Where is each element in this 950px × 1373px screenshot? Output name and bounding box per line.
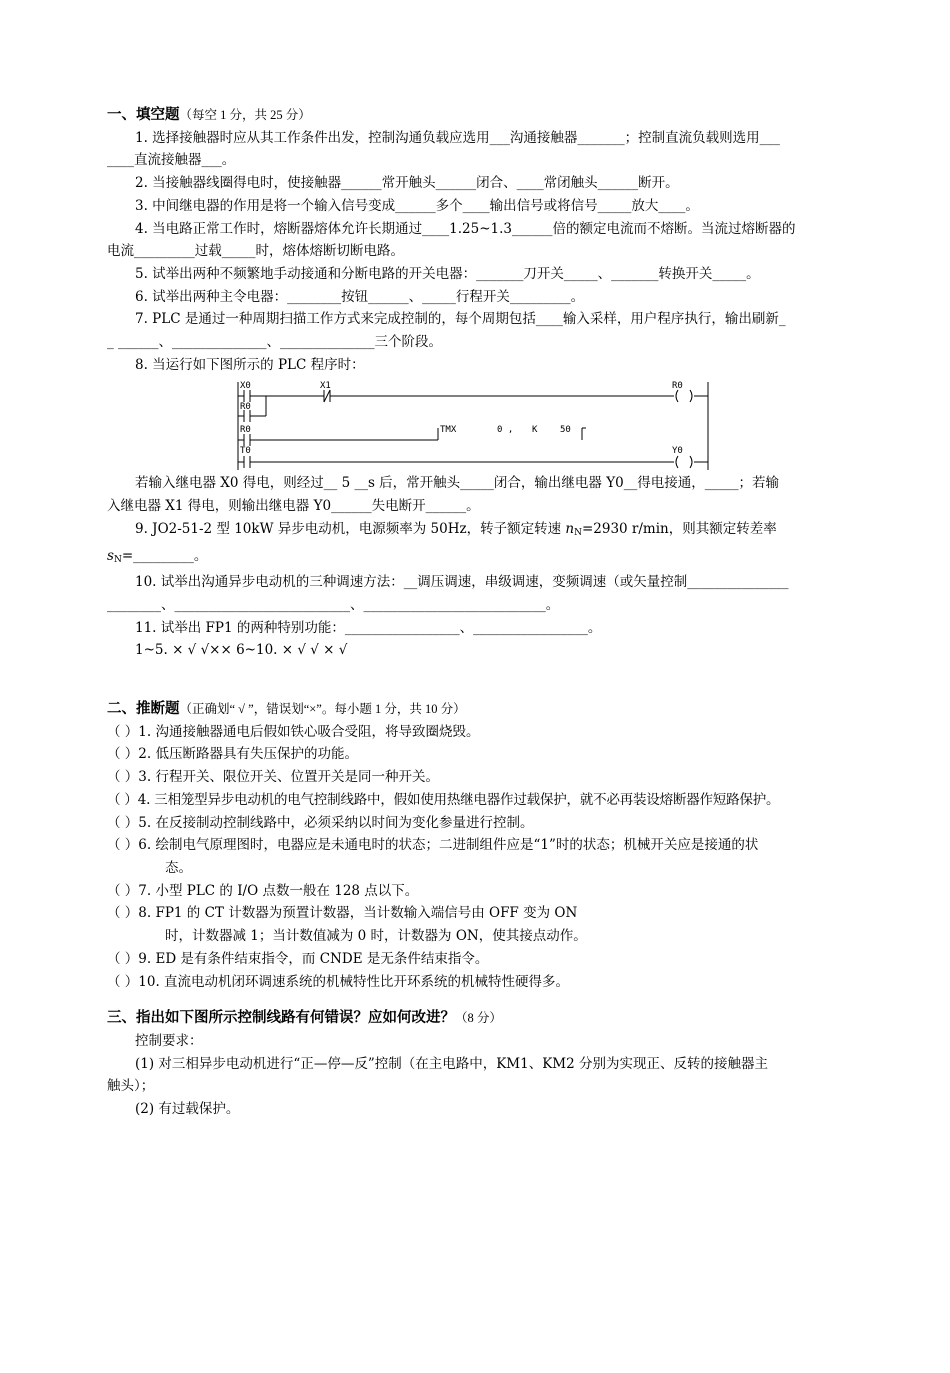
q9-s-sub: N xyxy=(113,554,122,565)
exam-page xyxy=(107,104,852,1121)
question-6: 6. 试举出两种主令电器：________按钮______、_____行程开关_________。 xyxy=(135,288,585,305)
section-1-heading xyxy=(107,104,852,127)
contact-t0-label: T0 xyxy=(240,446,251,457)
list-item: （ ）6. 绘制电气原理图时，电器应是未通电时的状态；二进制组件应是“1”时的状态；机械开关应是接通的状 xyxy=(107,837,759,854)
question-4: 4. 当电路正常工作时，熔断器熔体允许长期通过____1.25~1.3______倍的额定电流而不熔断。当流过熔断器的 xyxy=(135,220,796,237)
list-item: （ ）7. 小型 PLC 的 I/O 点数一般在 128 点以下。 xyxy=(107,882,419,899)
coil-y0-label: Y0 xyxy=(672,446,683,457)
timer-tmx-label: TMX xyxy=(440,425,457,436)
question-4-cont: 电流_________过载_____时，熔体熔断切断电路。 xyxy=(107,243,404,260)
contact-r0-label-2: R0 xyxy=(240,425,251,436)
list-item: （ ）10. 直流电动机闭环调速系统的机械特性比开环系统的机械特性硬得多。 xyxy=(107,973,570,990)
question-10: 10. 试举出沟通异步电动机的三种调速方法：__调压调速，串级调速，变频调速（或矢量控制_______________ xyxy=(135,574,789,591)
contact-x0-label: X0 xyxy=(240,381,251,392)
q9-blank: =_________。 xyxy=(121,547,208,564)
question-8-answer-cont: 入继电器 X1 得电，则输出继电器 Y0______失电断开______。 xyxy=(107,498,480,515)
question-9 xyxy=(107,518,852,545)
contact-x1-label: X1 xyxy=(320,381,331,392)
list-item: （ ）4. 三相笼型异步电动机的电气控制线路中，假如使用热继电器作过载保护，就不必再装设熔断器作短路保护。 xyxy=(107,791,780,808)
section-note: （正确划“ √ ”，错误划“×”。每小题 1 分，共 10 分） xyxy=(179,702,466,717)
section-note: （每空 1 分，共 25 分） xyxy=(179,108,311,122)
list-item: （ ）8. FP1 的 CT 计数器为预置计数器，当计数输入端信号由 OFF 变为 ON xyxy=(107,905,578,922)
question-7-cont: _ ______、______________、______________三个阶段。 xyxy=(107,334,443,351)
timer-k-label: K xyxy=(532,425,538,436)
contact-r0-label: R0 xyxy=(240,402,251,413)
timer-number: 0 , xyxy=(497,425,514,436)
question-10-cont: ________、__________________________、___________________________。 xyxy=(107,596,560,613)
question-11: 11. 试举出 FP1 的两种特别功能：_________________、_________________。 xyxy=(135,619,602,636)
timer-k-value: 50 xyxy=(560,425,571,436)
section-2-heading xyxy=(107,698,852,721)
list-item-cont: 态。 xyxy=(165,859,192,876)
question-8-answer: 若输入继电器 X0 得电，则经过__ 5 __s 后，常开触头_____闭合，输出继电器 Y0__得电接通，_____；若输 xyxy=(135,475,779,492)
section-title: 三、指出如下图所示控制线路有何错误？应如何改进？ xyxy=(107,1010,455,1027)
requirements-label: 控制要求： xyxy=(135,1032,203,1049)
section-3-heading xyxy=(107,1007,852,1030)
true-false-list xyxy=(107,721,852,993)
list-item: （ ）9. ED 是有条件结束指令，而 CNDE 是无条件结束指令。 xyxy=(107,950,489,967)
section-title: 一、填空题 xyxy=(107,107,180,123)
section-note: （8 分） xyxy=(455,1011,502,1026)
question-1: 1. 选择接触器时应从其工作条件出发，控制沟通负载应选用___沟通接触器_______；控制直流负载则选用___ xyxy=(135,129,780,146)
question-8: 8. 当运行如下图所示的 PLC 程序时： xyxy=(135,356,365,373)
requirement-1-cont: 触头）； xyxy=(107,1078,155,1095)
plc-ladder-diagram xyxy=(107,378,852,472)
requirement-1: (1) 对三相异步电动机进行“正—停—反”控制（在主电路中，KM1、KM2 分别为实现正、反转的接触器主 xyxy=(135,1055,769,1072)
list-item: （ ）5. 在反接制动控制线路中，必须采纳以时间为变化参量进行控制。 xyxy=(107,814,534,831)
question-1-cont: ____直流接触器___。 xyxy=(107,152,236,169)
list-item: （ ）1. 沟通接触器通电后假如铁心吸合受阻，将导致圈烧毁。 xyxy=(107,723,480,740)
list-item: （ ）3. 行程开关、限位开关、位置开关是同一种开关。 xyxy=(107,769,439,786)
q9-s: s xyxy=(107,547,114,564)
question-9-cont xyxy=(107,545,852,572)
question-3: 3. 中间继电器的作用是将一个输入信号变成______多个____输出信号或将信号_____放大____。 xyxy=(135,197,699,214)
question-2: 2. 当接触器线圈得电时，使接触器______常开触头______闭合、____常闭触头______断开。 xyxy=(135,175,679,192)
answer-key: 1~5. × √ √×× 6~10. × √ √ × √ xyxy=(135,642,348,659)
q9-text: 9. JO2-51-2 型 10kW 异步电动机，电源频率为 50Hz，转子额定转速 xyxy=(135,520,566,537)
question-7: 7. PLC 是通过一种周期扫描工作方式来完成控制的，每个周期包括____输入采样，用户程序执行，输出刷新_ xyxy=(135,311,786,328)
question-5: 5. 试举出两种不频繁地手动接通和分断电路的开关电器：_______刀开关_____、_______转换开关_____。 xyxy=(135,265,760,282)
list-item-cont: 时，计数器减 1；当计数值减为 0 时，计数器为 ON，使其接点动作。 xyxy=(165,928,587,945)
q9-text-post: =2930 r/min，则其额定转差率 xyxy=(581,520,777,537)
section-title: 二、推断题 xyxy=(107,701,180,718)
q9-n: n xyxy=(565,520,575,537)
requirement-2: (2) 有过载保护。 xyxy=(135,1101,240,1118)
q9-n-sub: N xyxy=(574,527,582,538)
list-item: （ ）2. 低压断路器具有失压保护的功能。 xyxy=(107,746,358,763)
coil-r0-label: R0 xyxy=(672,381,683,392)
